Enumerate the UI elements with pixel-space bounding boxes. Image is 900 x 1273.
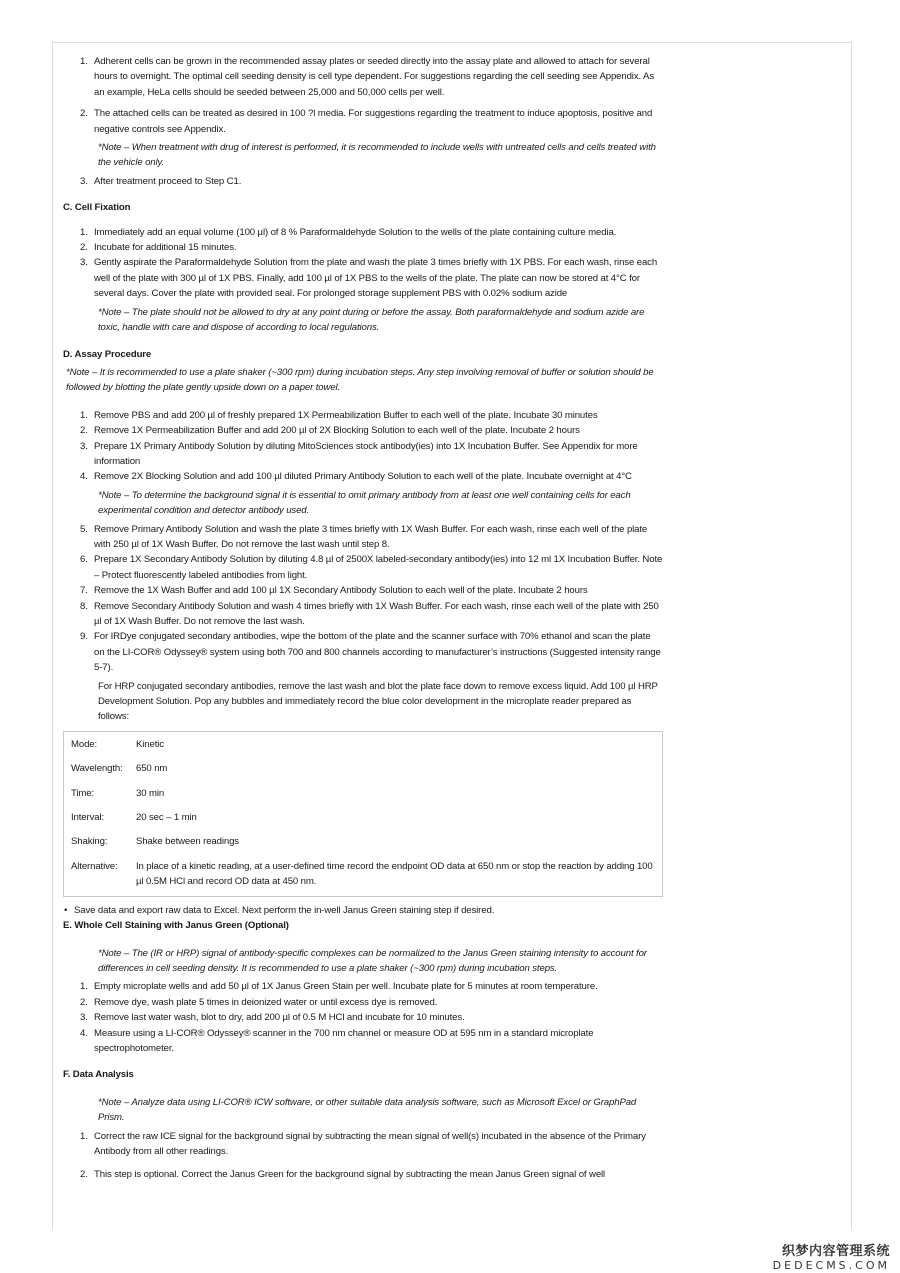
list-item: 7. Remove the 1X Wash Buffer and add 100 µl 1X Secondary Antibody Solution to each well of the plate. Incubate 2 hours [80,585,588,597]
list-item: 2. Remove 1X Permeabilization Buffer and add 200 µl of 2X Blocking Solution to each well of the plate. Incubate 2 hours [80,425,580,437]
note-assay: *Note – It is recommended to use a plate shaker (~300 rpm) during incubation steps. Any step involving removal of buffer or solution should be followed by blotting the plate gently upside down on a paper towel. [66,366,654,394]
list-item: 8. Remove Secondary Antibody Solution and wash 4 times briefly with 1X Wash Buffer. For each wash, rinse each well of the plate with 250 µl of 1X Wash Buffer. Do not remove the last wash. [80,600,659,627]
section-e-title: E. Whole Cell Staining with Janus Green (Optional) [63,920,289,932]
list-item: 3. Remove last water wash, blot to dry, add 200 µl of 0.5 M HCl and incubate for 10 minutes. [80,1012,465,1024]
list-cell-fixation [63,225,663,302]
hrp-paragraph: For HRP conjugated secondary antibodies, remove the last wash and blot the plate face down to remove excess liquid. Add 100 µl HRP Development Solution. Pop any bubbles and immediately record the blue color development in the microplate reader prepared as follows: [98,680,658,723]
list-analysis [63,1129,663,1183]
table-row: Interval: 20 sec – 1 min [71,812,197,824]
table-row: Wavelength: 650 nm [71,763,168,775]
table-row: Shaking: Shake between readings [71,836,239,848]
note-treatment: *Note – When treatment with drug of interest is performed, it is recommended to include wells with untreated cells and cells treated with the vehicle only. [98,142,656,169]
list-item: 1. Correct the raw ICE signal for the background signal by subtracting the mean signal of well(s) incubated in the absence of the Primary Antibody from all other readings. [80,1130,646,1157]
reader-settings-table [63,731,663,897]
table-row: Alternative: In place of a kinetic reading, at a user-defined time record the endpoint OD data at 650 nm or stop the reaction by adding 100 µl 0.5M HCl and record OD data at 450 nm. [71,860,653,888]
list-item: 9. For IRDye conjugated secondary antibodies, wipe the bottom of the plate and the scanner surface with 70% ethanol and scan the plate on the LI-COR® Odyssey® system using both 700 and 800 channels according to manufacturer’s instructions (Suggested intensity range 5-7). [80,631,661,674]
section-f-title: F. Data Analysis [63,1069,134,1081]
list-item: 5. Remove Primary Antibody Solution and wash the plate 3 times briefly with 1X Wash Buffer. For each wash, rinse each well of the plate with 250 µl of 1X Wash Buffer. Do not remove the last wash until step 8. [80,523,648,550]
list-item: 6. Prepare 1X Secondary Antibody Solution by diluting 4.8 µl of 2500X labeled-secondary antibody(ies) into 12 ml 1X Incubation Buffer. Note – Protect fluorescently labeled antibodies from light. [80,554,663,581]
note-janus: *Note – The (IR or HRP) signal of antibody-specific complexes can be normalized to the Janus Green staining intensity to account for differences in cell seeding density. It is recommended to use a plate shaker (~300 rpm) during incubation steps. [98,947,647,974]
section-d-title: D. Assay Procedure [63,348,152,360]
note-analysis: *Note – Analyze data using LI-COR® ICW software, or other suitable data analysis software, such as Microsoft Excel or GraphPad Prism. [98,1096,637,1124]
note-background: *Note – To determine the background signal it is essential to omit primary antibody from at least one well containing cells for each experimental condition and detector antibody used. [98,489,631,517]
list-treatment [63,54,663,137]
list-item: 2. The attached cells can be treated as desired in 100 ?l media. For suggestions regarding the treatment to induce apoptosis, positive and negative controls see Appendix. [80,108,653,135]
table-row: Mode: Kinetic [71,738,164,750]
watermark-cn: 织梦内容管理系统 [781,1244,890,1259]
list-item: 1. Adherent cells can be grown in the recommended assay plates or seeded directly into the assay plate and allowed to attach for several hours to overnight. The optimal cell seeding density is cell type dependent. For suggestions regarding the cell seeding see Appendix. As an example, HeLa cells should be seeded between 25,000 and 50,000 cells per well. [80,56,655,98]
table-row: Time: 30 min [71,787,165,799]
list-item: 3. Gently aspirate the Paraformaldehyde Solution from the plate and wash the plate 3 times briefly with 1X PBS. For each wash, rinse each well of the plate with 300 µl of 1X PBS. Finally, add 100 µl of 1X PBS to the wells of the plate. The plate can now be stored at 4°C for several days. Cover the plate with provided seal. For prolonged storage supplement PBS with 0.02% sodium azide [80,257,658,300]
list-item: 3. Prepare 1X Primary Antibody Solution by diluting MitoSciences stock antibody(ies) into 1X Incubation Buffer. See Appendix for more information [80,440,638,467]
list-item: 3. After treatment proceed to Step C1. [80,175,242,187]
list-item: 2. Incubate for additional 15 minutes. [80,242,237,254]
note-fixation: *Note – The plate should not be allowed to dry at any point during or before the assay. Both paraformaldehyde and sodium azide are toxic, handle with care and dispose of according to local regulations. [98,306,645,334]
list-item: 1. Remove PBS and add 200 µl of freshly prepared 1X Permeabilization Buffer to each well of the plate. Incubate 30 minutes [80,409,598,421]
list-item: 1. Empty microplate wells and add 50 µl of 1X Janus Green Stain per well. Incubate plate for 5 minutes at room temperature. [80,981,598,993]
bullet-save-data: • Save data and export raw data to Excel. Next perform the in-well Janus Green staining step if desired. [63,903,663,918]
list-item: 1. Immediately add an equal volume (100 µl) of 8 % Paraformaldehyde Solution to the wells of the plate containing culture media. [80,226,617,238]
site-watermark [773,1240,890,1272]
list-item: 4. Measure using a LI-COR® Odyssey® scanner in the 700 nm channel or measure OD at 595 nm in a standard microplate spectrophotometer. [80,1027,594,1054]
watermark-en: DEDECMS.COM [772,1259,890,1272]
list-item: 2. Remove dye, wash plate 5 times in deionized water or until excess dye is removed. [80,996,438,1008]
document-page [52,42,852,1229]
list-janus [63,979,663,1056]
list-item: 4. Remove 2X Blocking Solution and add 100 µl diluted Primary Antibody Solution to each well of the plate. Incubate overnight at 4°C [80,471,632,483]
document-content [63,54,663,1183]
list-assay-b [63,522,663,676]
list-assay-a [63,408,663,485]
list-item: 2. This step is optional. Correct the Janus Green for the background signal by subtracting the mean Janus Green signal of well [80,1169,606,1181]
section-c-title: C. Cell Fixation [63,202,131,214]
